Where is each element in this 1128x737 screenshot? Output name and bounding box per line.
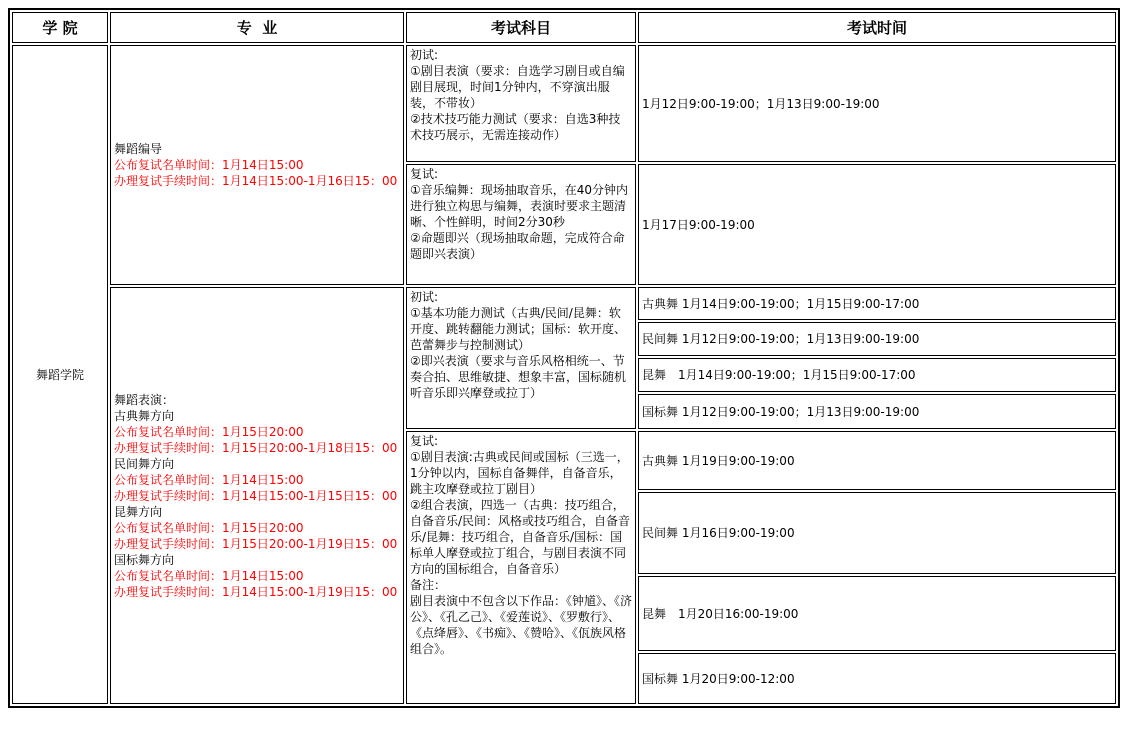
direction-line: 民间舞方向 bbox=[114, 456, 175, 471]
time-cell: 昆舞 1月20日16:00-19:00 bbox=[638, 576, 1116, 651]
header-major: 专 业 bbox=[110, 12, 404, 43]
subject-line: ②即兴表演（要求与音乐风格相统一、节奏合拍、思维敏捷、想象丰富，国标随机听音乐即兴摩登或拉丁） bbox=[410, 354, 627, 400]
subject-line: ②命题即兴（现场抽取命题，完成符合命题即兴表演） bbox=[410, 231, 625, 261]
major-cell-performance bbox=[110, 287, 404, 704]
time-cell: 民间舞 1月16日9:00-19:00 bbox=[638, 492, 1116, 574]
subject-line: 复试: bbox=[410, 167, 439, 181]
major-cell-choreography bbox=[110, 45, 404, 285]
subjects-cell-performance-retest bbox=[406, 431, 636, 704]
header-subjects: 考试科目 bbox=[406, 12, 636, 43]
retest-procedure-time-line: 办理复试手续时间：1月15日20:00-1月19日15：00 bbox=[114, 536, 398, 551]
subject-line: 复试: bbox=[410, 434, 439, 448]
time-cell: 1月12日9:00-19:00；1月13日9:00-19:00 bbox=[638, 45, 1116, 162]
retest-procedure-time-line: 办理复试手续时间：1月14日15:00-1月15日15：00 bbox=[114, 488, 398, 503]
subject-note-line: 剧目表演中不包含以下作品：《钟馗》、《济公》、《孔乙己》、《爱莲说》、《罗敷行》、《点绛唇》、《书痴》、《赞哈》、《佤族风格组合》。 bbox=[410, 594, 633, 656]
exam-schedule-table bbox=[8, 8, 1120, 708]
retest-list-time-line: 公布复试名单时间：1月14日15:00 bbox=[114, 568, 304, 583]
retest-list-time-line: 公布复试名单时间：1月15日20:00 bbox=[114, 520, 304, 535]
table-row bbox=[12, 287, 1116, 320]
retest-list-time-line: 公布复试名单时间：1月14日15:00 bbox=[114, 158, 304, 172]
subject-note-label: 备注： bbox=[410, 578, 447, 592]
table-row bbox=[12, 45, 1116, 162]
time-cell: 1月17日9:00-19:00 bbox=[638, 164, 1116, 285]
direction-line: 昆舞方向 bbox=[114, 504, 163, 519]
time-cell: 昆舞 1月14日9:00-19:00；1月15日9:00-17:00 bbox=[638, 358, 1116, 392]
time-cell: 古典舞 1月14日9:00-19:00；1月15日9:00-17:00 bbox=[638, 287, 1116, 320]
subjects-cell-choreography-initial bbox=[406, 45, 636, 162]
retest-procedure-time-line: 办理复试手续时间：1月15日20:00-1月18日15：00 bbox=[114, 440, 398, 455]
subjects-cell-choreography-retest bbox=[406, 164, 636, 285]
direction-line: 古典舞方向 bbox=[114, 408, 175, 423]
subject-line: ①音乐编舞：现场抽取音乐，在40分钟内进行独立构思与编舞，表演时要求主题清晰、个性鲜明，时间2分30秒 bbox=[410, 183, 629, 229]
subject-line: ①剧目表演:古典或民间或国标（三选一，1分钟以内，国标自备舞伴，自备音乐，跳主攻摩登或拉丁剧目） bbox=[410, 450, 629, 496]
header-college: 学 院 bbox=[12, 12, 108, 43]
subject-line: 初试: bbox=[410, 290, 439, 304]
header-row bbox=[12, 12, 1116, 43]
retest-list-time-line: 公布复试名单时间：1月15日20:00 bbox=[114, 424, 304, 439]
major-name-line: 舞蹈表演： bbox=[114, 392, 175, 407]
retest-list-time-line: 公布复试名单时间：1月14日15:00 bbox=[114, 472, 304, 487]
subject-line: ②组合表演，四选一（古典：技巧组合，自备音乐/民间：风格或技巧组合，自备音乐/昆舞：技巧组合，自备音乐/国标：国标单人摩登或拉丁组合，与剧目表演不同方向的国标组合，自备音乐） bbox=[410, 498, 631, 576]
time-cell: 民间舞 1月12日9:00-19:00；1月13日9:00-19:00 bbox=[638, 322, 1116, 356]
subject-line: ②技术技巧能力测试（要求：自选3种技术技巧展示，无需连接动作） bbox=[410, 112, 621, 142]
direction-line: 国标舞方向 bbox=[114, 552, 175, 567]
time-cell: 国标舞 1月20日9:00-12:00 bbox=[638, 653, 1116, 704]
header-time: 考试时间 bbox=[638, 12, 1116, 43]
major-name-line: 舞蹈编导 bbox=[114, 142, 163, 156]
time-cell: 古典舞 1月19日9:00-19:00 bbox=[638, 431, 1116, 490]
subject-line: ①剧目表演（要求：自选学习剧目或自编剧目展现，时间1分钟内，不穿演出服装，不带妆） bbox=[410, 64, 625, 110]
subject-line: 初试: bbox=[410, 48, 439, 62]
subject-line: ①基本功能力测试（古典/民间/昆舞：软开度、跳转翻能力测试；国标：软开度、芭蕾舞步与控制测试） bbox=[410, 306, 627, 352]
subjects-cell-performance-initial bbox=[406, 287, 636, 429]
time-cell: 国标舞 1月12日9:00-19:00；1月13日9:00-19:00 bbox=[638, 394, 1116, 429]
retest-procedure-time-line: 办理复试手续时间：1月14日15:00-1月19日15：00 bbox=[114, 584, 398, 599]
retest-procedure-time-line: 办理复试手续时间：1月14日15:00-1月16日15：00 bbox=[114, 174, 398, 188]
college-cell: 舞蹈学院 bbox=[12, 45, 108, 704]
